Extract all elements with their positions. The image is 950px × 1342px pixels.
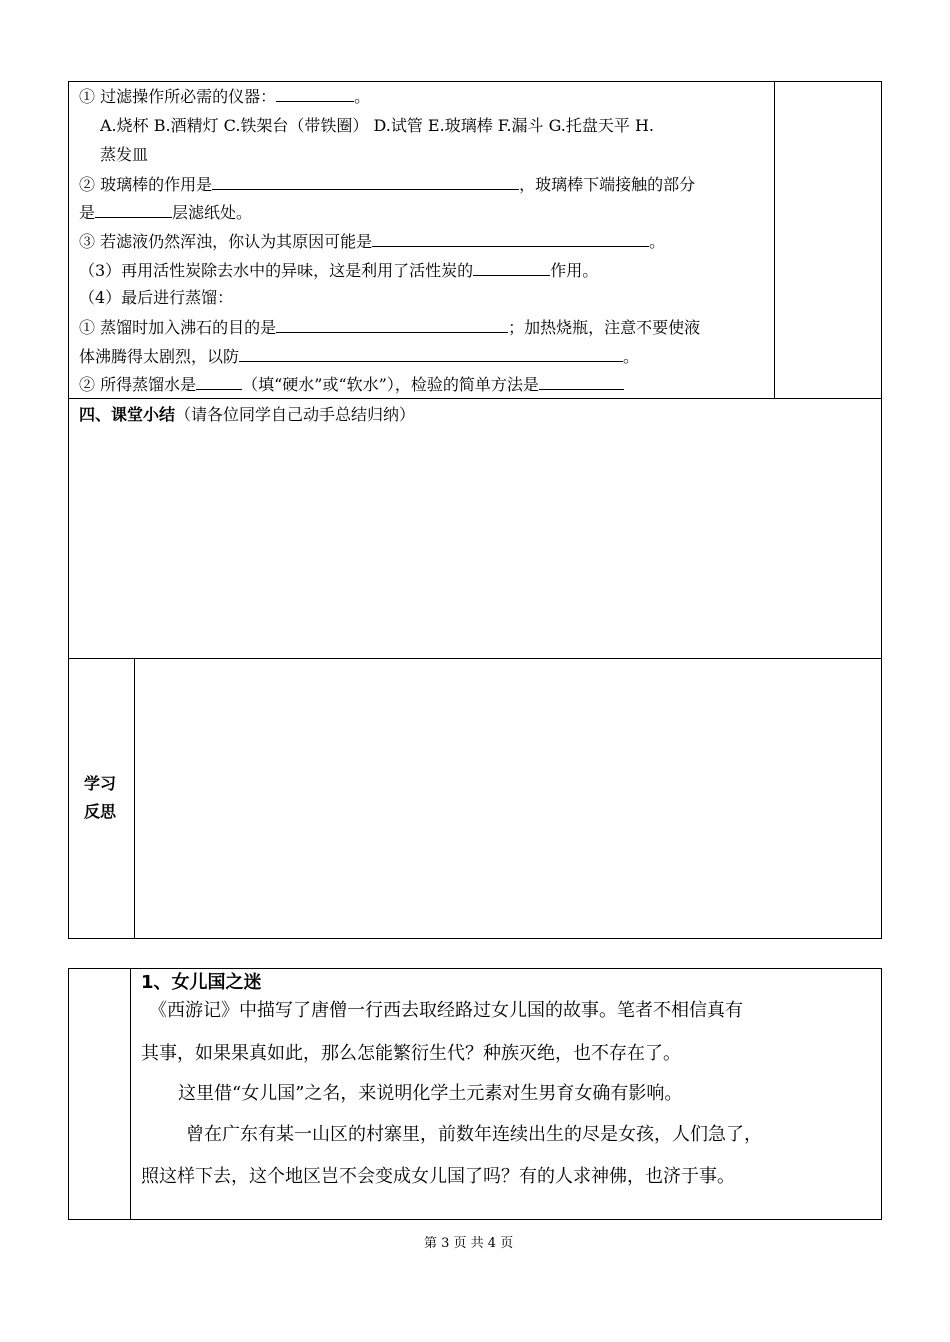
question-text: 。 (623, 347, 640, 366)
answer-blank[interactable] (276, 86, 354, 102)
options-line-1: A.烧杯 B.酒精灯 C.铁架台（带铁圈） D.试管 E.玻璃棒 F.漏斗 G.托盘天平 H. (100, 116, 654, 135)
story-line-3: 这里借“女儿国”之名，来说明化学土元素对生男育女确有影响。 (178, 1083, 683, 1104)
story-line-2: 其事，如果果真如此，那么怎能繁衍生代？种族灭绝，也不存在了。 (141, 1043, 681, 1064)
answer-blank[interactable] (539, 374, 624, 390)
answer-blank[interactable] (196, 374, 242, 390)
upper-table-right-column-divider (774, 81, 775, 398)
question-distilled-water (79, 374, 624, 395)
story-title: 1、女儿国之迷 (141, 972, 262, 993)
step-distillation: （4）最后进行蒸馏： (79, 288, 234, 307)
answer-blank[interactable] (212, 174, 519, 190)
question-text: 作用。 (550, 261, 599, 280)
question-text: （填“硬水”或“软水”），检验的简单方法是 (242, 375, 539, 394)
answer-blank[interactable] (372, 231, 649, 247)
question-glass-rod-line-2 (79, 202, 252, 223)
summary-note: （请各位同学自己动手总结归纳） (175, 405, 416, 424)
question-text: ② 玻璃棒的作用是 (79, 175, 213, 194)
answer-blank[interactable] (239, 346, 623, 362)
upper-table-row-divider-1 (68, 398, 882, 399)
question-turbid-filtrate (79, 231, 665, 252)
question-filter-instruments (79, 86, 370, 107)
question-text: （3）再用活性炭除去水中的异味，这是利用了活性炭的 (79, 261, 474, 280)
page-footer: 第 3 页 共 4 页 (424, 1236, 514, 1251)
question-text: 层滤纸处。 (172, 203, 253, 222)
question-activated-carbon (79, 260, 598, 281)
question-text: 。 (354, 87, 371, 106)
reflection-label-divider (134, 658, 135, 939)
summary-heading (79, 405, 415, 425)
question-text: ② 所得蒸馏水是 (79, 375, 197, 394)
upper-table-row-divider-2 (68, 658, 882, 659)
reflection-area[interactable] (136, 660, 880, 937)
reading-table-divider (130, 968, 131, 1220)
question-glass-rod-line-1 (79, 174, 695, 195)
reflection-label-2: 反思 (84, 802, 117, 821)
options-line-2: 蒸发皿 (100, 145, 149, 164)
question-text: ③ 若滤液仍然浑浊，你认为其原因可能是 (79, 232, 373, 251)
summary-area[interactable] (70, 430, 880, 656)
question-text: 体沸腾得太剧烈，以防 (79, 347, 240, 366)
question-boiling-chips-line-1 (79, 317, 700, 338)
question-text: ，玻璃棒下端接触的部分 (519, 175, 696, 194)
question-text: ；加热烧瓶，注意不要使液 (508, 318, 701, 337)
question-text: ① 过滤操作所必需的仪器： (79, 87, 277, 106)
reflection-label-1: 学习 (84, 774, 117, 793)
question-text: 。 (649, 232, 666, 251)
story-line-1: 《西游记》中描写了唐僧一行西去取经路过女儿国的故事。笔者不相信真有 (149, 1000, 743, 1021)
question-text: ① 蒸馏时加入沸石的目的是 (79, 318, 277, 337)
question-text: 是 (79, 203, 96, 222)
story-line-4: 曾在广东有某一山区的村寨里，前数年连续出生的尽是女孩，人们急了， (186, 1124, 762, 1145)
story-line-5: 照这样下去，这个地区岂不会变成女儿国了吗？有的人求神佛，也济于事。 (141, 1166, 735, 1187)
question-boiling-chips-line-2 (79, 346, 639, 367)
summary-title: 四、课堂小结 (79, 405, 176, 424)
answer-blank[interactable] (473, 260, 550, 276)
answer-blank[interactable] (95, 202, 172, 218)
answer-blank[interactable] (276, 317, 508, 333)
